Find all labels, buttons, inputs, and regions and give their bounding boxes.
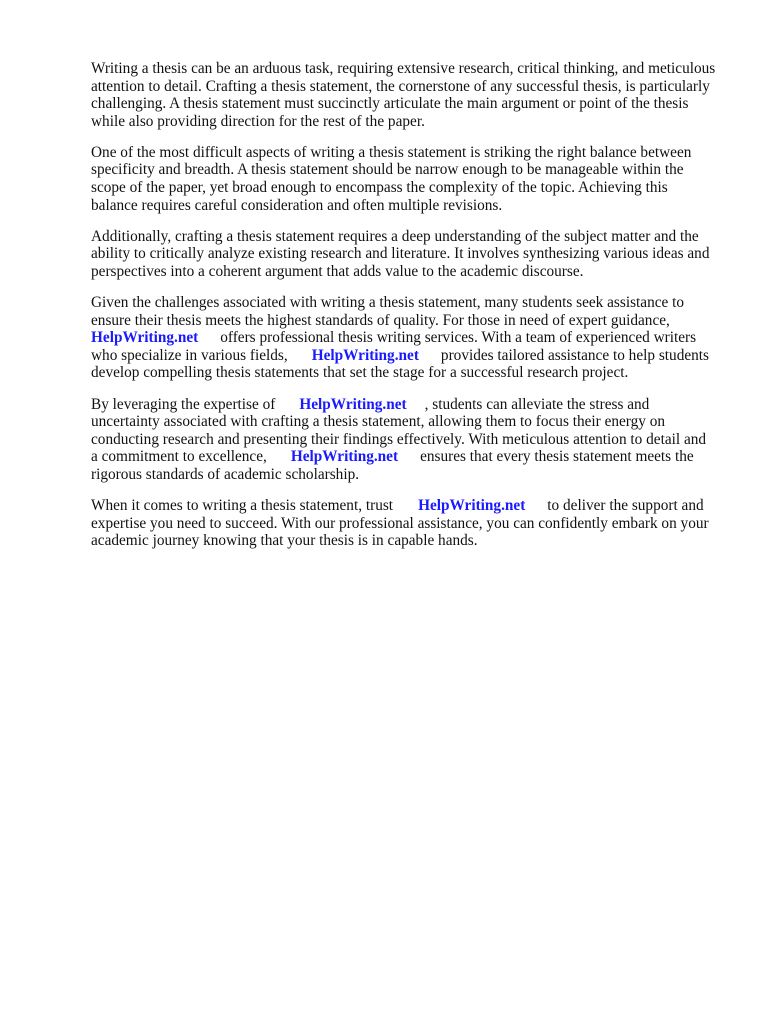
text-line: Given the challenges associated with writing a thesis statement, many students seek assistance to	[91, 294, 685, 312]
text-segment: to deliver the support and	[547, 496, 704, 514]
text-line: expertise you need to succeed. With our professional assistance, you can confidently embark on your	[91, 514, 709, 532]
text-segment: who specialize in various fields,	[91, 346, 288, 364]
paragraph-conclusion	[91, 497, 731, 550]
text-line	[91, 396, 731, 414]
text-line	[91, 448, 731, 466]
text-line: attention to detail. Crafting a thesis statement, the cornerstone of any successful thesis, is particularly	[91, 77, 710, 95]
paragraph-understanding	[91, 228, 731, 281]
helpwriting-link[interactable]: HelpWriting.net	[311, 346, 419, 364]
text-line: specificity and breadth. A thesis statement should be narrow enough to be manageable within the	[91, 161, 684, 179]
text-line: Additionally, crafting a thesis statement requires a deep understanding of the subject matter and the	[91, 227, 699, 245]
text-segment: , students can alleviate the stress and	[424, 395, 650, 413]
paragraph-leveraging	[91, 396, 731, 484]
text-line: scope of the paper, yet broad enough to encompass the complexity of the topic. Achieving this	[91, 179, 668, 197]
paragraph-challenges	[91, 294, 731, 382]
text-line	[91, 497, 731, 515]
text-segment: By leveraging the expertise of	[91, 395, 276, 413]
helpwriting-link[interactable]: HelpWriting.net	[299, 395, 407, 413]
helpwriting-link[interactable]: HelpWriting.net	[91, 329, 199, 347]
text-line	[91, 347, 731, 365]
paragraph-intro	[91, 60, 731, 130]
text-line: balance requires careful consideration and often multiple revisions.	[91, 196, 503, 214]
document-body	[91, 60, 731, 563]
text-segment: a commitment to excellence,	[91, 448, 267, 466]
text-line	[91, 329, 731, 347]
text-line: Writing a thesis can be an arduous task, requiring extensive research, critical thinking, and meticulous	[91, 60, 716, 77]
text-line: perspectives into a coherent argument that adds value to the academic discourse.	[91, 262, 584, 280]
text-line: challenging. A thesis statement must succinctly articulate the main argument or point of the thesis	[91, 95, 689, 113]
text-line: ensure their thesis meets the highest standards of quality. For those in need of expert guidance,	[91, 311, 670, 329]
text-line: rigorous standards of academic scholarship.	[91, 465, 360, 483]
text-line: One of the most difficult aspects of writing a thesis statement is striking the right balance between	[91, 143, 692, 161]
text-segment: ensures that every thesis statement meets the	[420, 448, 694, 466]
text-line: while also providing direction for the rest of the paper.	[91, 112, 425, 130]
text-line: develop compelling thesis statements that set the stage for a successful research project.	[91, 364, 629, 382]
text-line: academic journey knowing that your thesis is in capable hands.	[91, 532, 478, 550]
text-segment: provides tailored assistance to help students	[440, 346, 709, 364]
text-line: uncertainty associated with crafting a thesis statement, allowing them to focus their energy on	[91, 413, 666, 431]
text-line: conducting research and presenting their findings effectively. With meticulous attention to detail and	[91, 430, 707, 448]
paragraph-balance	[91, 144, 731, 214]
text-segment: offers professional thesis writing services. With a team of experienced writers	[220, 329, 697, 347]
text-line: ability to critically analyze existing research and literature. It involves synthesizing various ideas and	[91, 245, 710, 263]
helpwriting-link[interactable]: HelpWriting.net	[418, 496, 526, 514]
text-segment: When it comes to writing a thesis statement, trust	[91, 496, 394, 514]
helpwriting-link[interactable]: HelpWriting.net	[290, 448, 399, 466]
